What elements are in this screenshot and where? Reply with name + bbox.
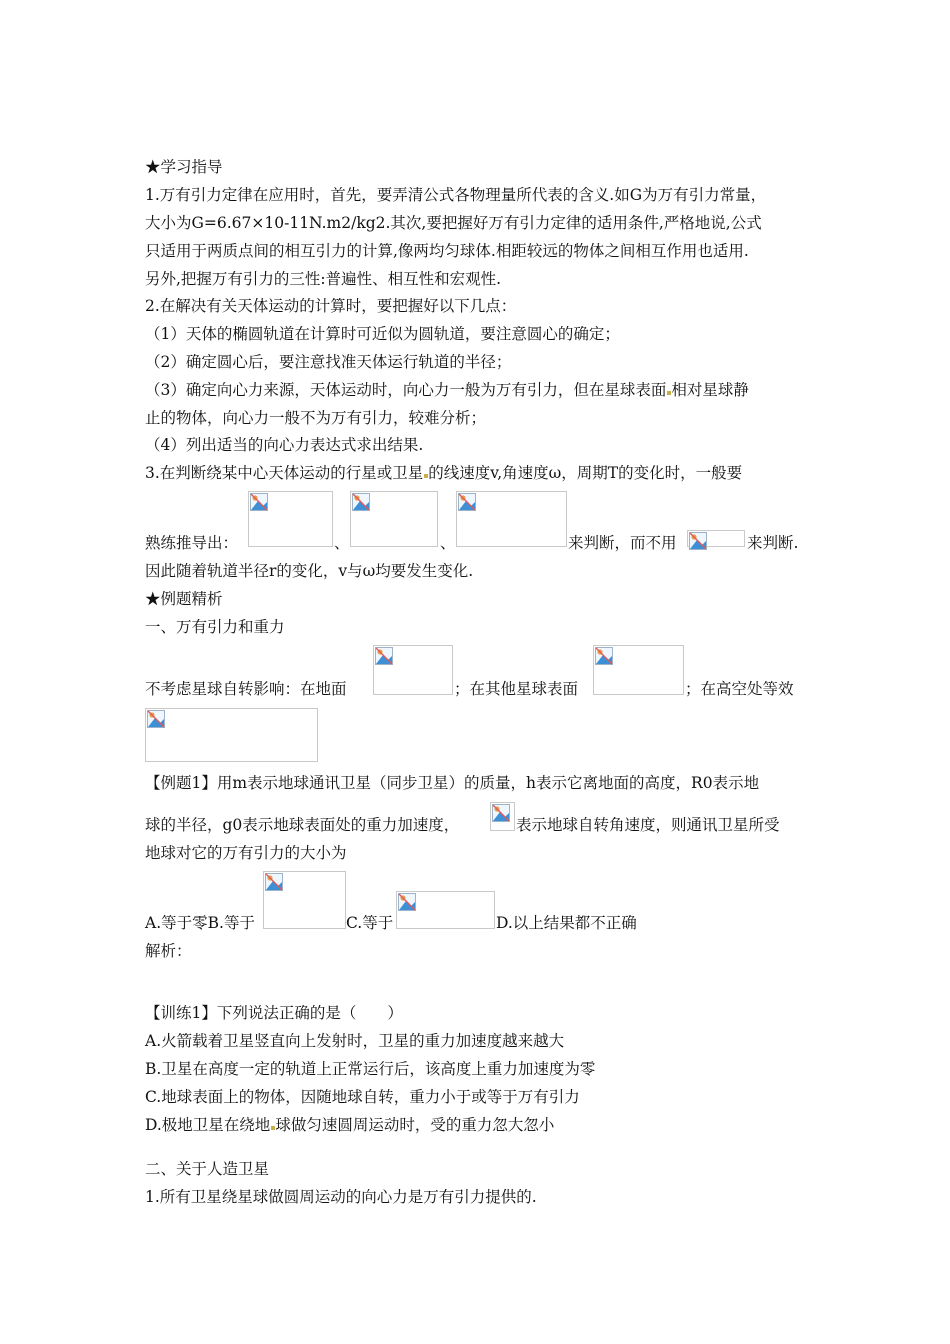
section-title-study-guide: ★学习指导 <box>145 158 223 176</box>
formula-image <box>263 871 346 929</box>
broken-image-icon <box>492 804 510 822</box>
broken-image-icon <box>458 493 476 511</box>
broken-image-icon <box>375 647 393 665</box>
text-segment: 3.在判断绕某中心天体运动的行星或卫星 <box>145 464 424 482</box>
text-segment: 熟练推导出： <box>145 534 239 552</box>
paragraph-line: 1.万有引力定律在应用时，首先，要弄清公式各物理量所代表的含义.如G为万有引力常量， <box>145 186 767 204</box>
broken-image-icon <box>595 647 613 665</box>
formula-image <box>145 708 318 762</box>
paragraph-line: 地球对它的万有引力的大小为 <box>145 844 347 862</box>
text-segment: 球的半径，g0表示地球表面处的重力加速度， <box>145 816 460 834</box>
list-item <box>145 380 749 400</box>
paragraph-line: 2.在解决有关天体运动的计算时，要把握好以下几点： <box>145 297 517 315</box>
formula-image <box>248 491 333 547</box>
text-segment: ；在高空处等效 <box>685 680 794 698</box>
text-segment: （3）确定向心力来源，天体运动时，向心力一般为万有引力，但在星球表面 <box>145 381 667 399</box>
list-item: （4）列出适当的向心力表达式求出结果. <box>145 436 424 454</box>
option-text: C.等于 <box>346 914 394 932</box>
text-segment: 来判断，而不用 <box>568 534 677 552</box>
broken-image-icon <box>147 710 165 728</box>
text-segment: 的线速度v,角速度ω，周期T的变化时，一般要 <box>428 464 743 482</box>
option-a: A.火箭载着卫星竖直向上发射时，卫星的重力加速度越来越大 <box>145 1032 565 1050</box>
list-item: （1）天体的椭圆轨道在计算时可近似为圆轨道，要注意圆心的确定； <box>145 325 620 343</box>
text-segment: 来判断. <box>747 534 799 552</box>
formula-image <box>593 645 684 695</box>
broken-image-icon <box>398 893 416 911</box>
paragraph-line: 因此随着轨道半径r的变化，v与ω均要发生变化. <box>145 562 474 580</box>
analysis-label: 解析： <box>145 942 192 960</box>
broken-image-icon <box>689 532 707 550</box>
text-segment: ；在其他星球表面 <box>454 680 579 698</box>
paragraph-line: 1.所有卫星绕星球做圆周运动的向心力是万有引力提供的. <box>145 1188 537 1206</box>
formula-image <box>456 491 567 547</box>
text-segment: 球做匀速圆周运动时，受的重力忽大忽小 <box>275 1116 555 1134</box>
subsection-heading: 二、关于人造卫星 <box>145 1160 270 1178</box>
option-d <box>145 1115 554 1135</box>
broken-image-icon <box>265 873 283 891</box>
text-segment: 相对星球静 <box>671 381 749 399</box>
paragraph-line: 只适用于两质点间的相互引力的计算,像两均匀球体.相距较远的物体之间相互作用也适用. <box>145 242 749 260</box>
separator-text: 、 <box>334 534 350 552</box>
section-title-examples: ★例题精析 <box>145 590 223 608</box>
list-item-continuation: 止的物体，向心力一般不为万有引力，较难分析； <box>145 409 487 427</box>
text-segment: 不考虑星球自转影响：在地面 <box>145 680 347 698</box>
option-text: D.以上结果都不正确 <box>496 914 637 932</box>
training-question: 【训练1】下列说法正确的是（ ） <box>145 1004 403 1022</box>
broken-image-icon <box>352 493 370 511</box>
paragraph-line: 另外,把握万有引力的三性:普遍性、相互性和宏观性. <box>145 270 502 288</box>
paragraph-line <box>145 463 742 483</box>
omega-formula-image <box>490 802 515 831</box>
formula-image <box>350 491 438 547</box>
formula-image <box>687 530 745 547</box>
subsection-heading: 一、万有引力和重力 <box>145 618 285 636</box>
broken-image-icon <box>250 493 268 511</box>
formula-image <box>396 891 495 929</box>
formula-image <box>373 645 453 695</box>
option-c: C.地球表面上的物体，因随地球自转，重力小于或等于万有引力 <box>145 1088 580 1106</box>
example-question: 【例题1】用m表示地球通讯卫星（同步卫星）的质量，h表示它离地面的高度，R0表示地 <box>145 774 760 792</box>
paragraph-line: 大小为G=6.67×10-11N.m2/kg2.其次,要把握好万有引力定律的适用条件,严格地说,公式 <box>145 214 762 232</box>
separator-text: 、 <box>440 534 456 552</box>
list-item: （2）确定圆心后，要注意找准天体运行轨道的半径； <box>145 353 512 371</box>
option-text: A.等于零B.等于 <box>145 914 255 932</box>
text-segment: D.极地卫星在绕地 <box>145 1116 271 1134</box>
option-b: B.卫星在高度一定的轨道上正常运行后，该高度上重力加速度为零 <box>145 1060 596 1078</box>
text-segment: 表示地球自转角速度，则通讯卫星所受 <box>516 816 780 834</box>
